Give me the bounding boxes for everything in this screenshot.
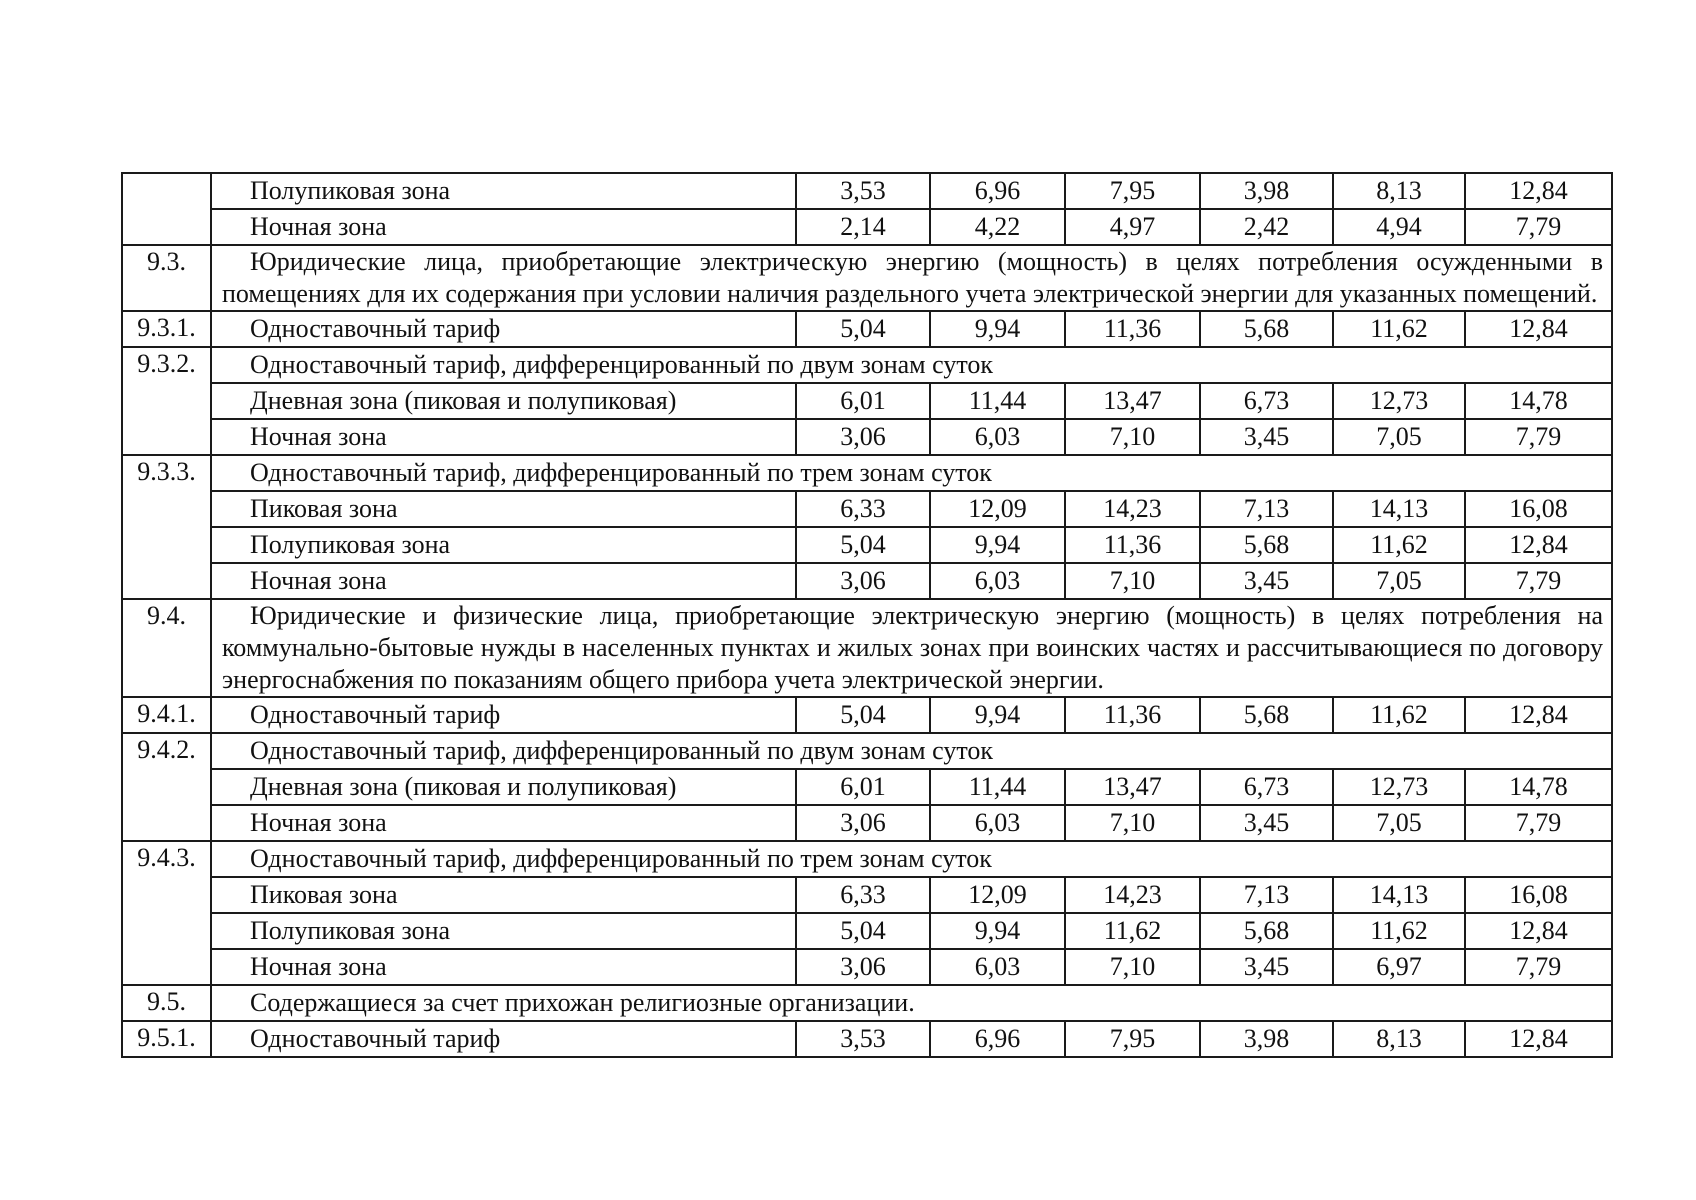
value-cell: 12,84: [1465, 697, 1612, 733]
row-number: 9.5.1.: [122, 1021, 211, 1057]
value-cell: 12,09: [930, 877, 1065, 913]
value-cell: 5,04: [796, 311, 930, 347]
table-row: [122, 769, 1612, 805]
value-cell: 6,33: [796, 877, 930, 913]
value-cell: 13,47: [1065, 769, 1200, 805]
value-cell: 4,22: [930, 209, 1065, 245]
section-description: Юридические лица, приобретающие электрическую энергию (мощность) в целях потребления осужденными в помещениях для их содержания при условии наличия раздельного учета электрической энергии для указанных помещений.: [211, 245, 1612, 311]
table-row: [122, 527, 1612, 563]
value-cell: 13,47: [1065, 383, 1200, 419]
value-cell: 3,06: [796, 419, 930, 455]
value-cell: 12,84: [1465, 311, 1612, 347]
row-label: Дневная зона (пиковая и полупиковая): [211, 383, 796, 419]
row-label: Дневная зона (пиковая и полупиковая): [211, 769, 796, 805]
value-cell: 7,05: [1333, 419, 1465, 455]
table-row: [122, 697, 1612, 733]
table-row: [122, 383, 1612, 419]
row-label: Пиковая зона: [211, 877, 796, 913]
value-cell: 9,94: [930, 311, 1065, 347]
value-cell: 12,84: [1465, 527, 1612, 563]
value-cell: 4,94: [1333, 209, 1465, 245]
table-row: [122, 209, 1612, 245]
value-cell: 7,10: [1065, 949, 1200, 985]
value-cell: 5,68: [1200, 311, 1333, 347]
value-cell: 6,97: [1333, 949, 1465, 985]
value-cell: 3,98: [1200, 173, 1333, 209]
row-number: 9.4.1.: [122, 697, 211, 733]
table-row: [122, 455, 1612, 491]
value-cell: 14,23: [1065, 877, 1200, 913]
value-cell: 16,08: [1465, 877, 1612, 913]
row-number: [122, 173, 211, 245]
value-cell: 6,01: [796, 769, 930, 805]
value-cell: 11,62: [1333, 697, 1465, 733]
value-cell: 7,79: [1465, 209, 1612, 245]
tariff-table: [121, 172, 1613, 1058]
value-cell: 11,44: [930, 383, 1065, 419]
value-cell: 11,36: [1065, 697, 1200, 733]
value-cell: 5,04: [796, 527, 930, 563]
value-cell: 7,79: [1465, 563, 1612, 599]
value-cell: 6,03: [930, 805, 1065, 841]
value-cell: 3,45: [1200, 949, 1333, 985]
value-cell: 5,68: [1200, 913, 1333, 949]
value-cell: 3,45: [1200, 563, 1333, 599]
table-row: [122, 311, 1612, 347]
value-cell: 14,13: [1333, 877, 1465, 913]
subsection-heading: Одноставочный тариф, дифференцированный по двум зонам суток: [211, 347, 1612, 383]
row-label: Ночная зона: [211, 805, 796, 841]
value-cell: 12,84: [1465, 913, 1612, 949]
value-cell: 5,68: [1200, 527, 1333, 563]
value-cell: 12,09: [930, 491, 1065, 527]
value-cell: 3,53: [796, 1021, 930, 1057]
row-label: Ночная зона: [211, 419, 796, 455]
row-label: Одноставочный тариф: [211, 1021, 796, 1057]
value-cell: 11,44: [930, 769, 1065, 805]
subsection-heading: Одноставочный тариф, дифференцированный по трем зонам суток: [211, 455, 1612, 491]
row-number: 9.3.3.: [122, 455, 211, 599]
subsection-heading: Одноставочный тариф, дифференцированный по двум зонам суток: [211, 733, 1612, 769]
subsection-heading: Содержащиеся за счет прихожан религиозные организации.: [211, 985, 1612, 1021]
value-cell: 7,79: [1465, 419, 1612, 455]
table-row: [122, 805, 1612, 841]
value-cell: 9,94: [930, 527, 1065, 563]
value-cell: 3,53: [796, 173, 930, 209]
value-cell: 4,97: [1065, 209, 1200, 245]
value-cell: 3,98: [1200, 1021, 1333, 1057]
table-row: [122, 877, 1612, 913]
value-cell: 8,13: [1333, 173, 1465, 209]
value-cell: 3,45: [1200, 419, 1333, 455]
table-row: [122, 949, 1612, 985]
value-cell: 6,73: [1200, 769, 1333, 805]
value-cell: 3,45: [1200, 805, 1333, 841]
table-row: [122, 913, 1612, 949]
table-row: [122, 563, 1612, 599]
row-number: 9.4.3.: [122, 841, 211, 985]
row-label: Одноставочный тариф: [211, 697, 796, 733]
value-cell: 2,42: [1200, 209, 1333, 245]
value-cell: 2,14: [796, 209, 930, 245]
value-cell: 11,36: [1065, 527, 1200, 563]
row-label: Полупиковая зона: [211, 913, 796, 949]
value-cell: 7,79: [1465, 949, 1612, 985]
value-cell: 7,05: [1333, 805, 1465, 841]
row-label: Полупиковая зона: [211, 173, 796, 209]
value-cell: 6,73: [1200, 383, 1333, 419]
value-cell: 6,96: [930, 1021, 1065, 1057]
value-cell: 12,84: [1465, 1021, 1612, 1057]
value-cell: 16,08: [1465, 491, 1612, 527]
value-cell: 14,78: [1465, 769, 1612, 805]
table-row: [122, 245, 1612, 311]
value-cell: 6,03: [930, 563, 1065, 599]
value-cell: 5,04: [796, 913, 930, 949]
value-cell: 7,13: [1200, 491, 1333, 527]
value-cell: 14,13: [1333, 491, 1465, 527]
value-cell: 7,79: [1465, 805, 1612, 841]
value-cell: 7,13: [1200, 877, 1333, 913]
table-row: [122, 419, 1612, 455]
value-cell: 3,06: [796, 563, 930, 599]
value-cell: 8,13: [1333, 1021, 1465, 1057]
value-cell: 12,73: [1333, 769, 1465, 805]
value-cell: 11,62: [1065, 913, 1200, 949]
value-cell: 12,84: [1465, 173, 1612, 209]
value-cell: 9,94: [930, 913, 1065, 949]
value-cell: 7,95: [1065, 1021, 1200, 1057]
row-number: 9.5.: [122, 985, 211, 1021]
value-cell: 6,01: [796, 383, 930, 419]
row-label: Одноставочный тариф: [211, 311, 796, 347]
value-cell: 12,73: [1333, 383, 1465, 419]
row-label: Полупиковая зона: [211, 527, 796, 563]
value-cell: 7,05: [1333, 563, 1465, 599]
value-cell: 6,33: [796, 491, 930, 527]
value-cell: 14,23: [1065, 491, 1200, 527]
value-cell: 9,94: [930, 697, 1065, 733]
section-description: Юридические и физические лица, приобретающие электрическую энергию (мощность) в целях потребления на коммунально-бытовые нужды в населенных пунктах и жилых зонах при воинских частях и рассчитывающиеся по договору энергоснабжения по показаниям общего прибора учета электрической энергии.: [211, 599, 1612, 697]
row-number: 9.3.: [122, 245, 211, 311]
row-label: Ночная зона: [211, 209, 796, 245]
value-cell: 3,06: [796, 805, 930, 841]
value-cell: 11,62: [1333, 913, 1465, 949]
table-row: [122, 1021, 1612, 1057]
value-cell: 11,62: [1333, 527, 1465, 563]
table-row: [122, 173, 1612, 209]
value-cell: 7,95: [1065, 173, 1200, 209]
table-row: [122, 347, 1612, 383]
value-cell: 6,03: [930, 419, 1065, 455]
value-cell: 14,78: [1465, 383, 1612, 419]
table-row: [122, 841, 1612, 877]
value-cell: 11,36: [1065, 311, 1200, 347]
value-cell: 7,10: [1065, 563, 1200, 599]
value-cell: 5,68: [1200, 697, 1333, 733]
value-cell: 7,10: [1065, 805, 1200, 841]
row-number: 9.4.: [122, 599, 211, 697]
value-cell: 11,62: [1333, 311, 1465, 347]
value-cell: 3,06: [796, 949, 930, 985]
value-cell: 6,96: [930, 173, 1065, 209]
value-cell: 7,10: [1065, 419, 1200, 455]
table-row: [122, 733, 1612, 769]
table-row: [122, 599, 1612, 697]
row-number: 9.4.2.: [122, 733, 211, 841]
table-row: [122, 985, 1612, 1021]
row-label: Ночная зона: [211, 563, 796, 599]
subsection-heading: Одноставочный тариф, дифференцированный по трем зонам суток: [211, 841, 1612, 877]
row-number: 9.3.1.: [122, 311, 211, 347]
value-cell: 5,04: [796, 697, 930, 733]
value-cell: 6,03: [930, 949, 1065, 985]
table-row: [122, 491, 1612, 527]
row-label: Ночная зона: [211, 949, 796, 985]
row-number: 9.3.2.: [122, 347, 211, 455]
row-label: Пиковая зона: [211, 491, 796, 527]
